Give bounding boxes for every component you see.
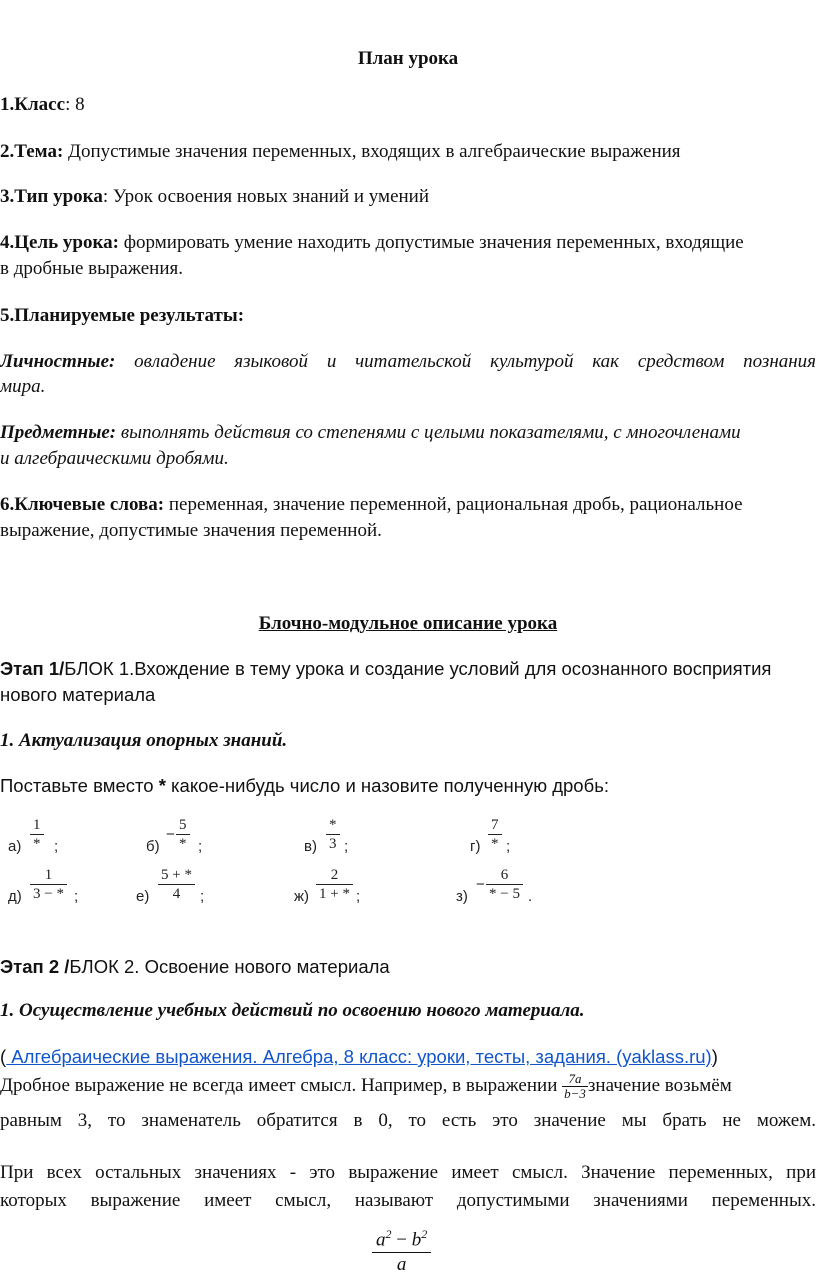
stage1-text: БЛОК 1.Вхождение в тему урока и создание условий для осознанного восприятия — [64, 658, 772, 679]
item-lesson-type-label: 3.Тип урока — [0, 186, 103, 207]
item-goal — [0, 230, 816, 256]
keywords-line2: выражение, допустимые значения переменной. — [0, 520, 382, 541]
subject-text: выполнять действия со степенями с целыми показателями, с многочленами — [120, 422, 741, 443]
final-fraction: $a^2 - b^2$ a — [372, 1222, 431, 1277]
stage1-line2: нового материала — [0, 684, 156, 705]
personal-text: овладение языковой и читательской культурой как средством познания — [134, 351, 816, 372]
exercise-a: а) 1 * ; — [8, 817, 59, 855]
exercise-z: з) − 6 * − 5 . — [456, 867, 533, 905]
personal-results — [0, 349, 816, 375]
block-title: Блочно-модульное описание урока — [258, 613, 558, 634]
item-results: 5.Планируемые результаты: — [0, 305, 245, 326]
subject-label: Предметные: — [0, 422, 117, 443]
page-title: План урока — [357, 48, 459, 69]
para1-line1 — [0, 1072, 816, 1101]
link-close-paren: ) — [711, 1046, 718, 1067]
keywords — [0, 492, 816, 518]
item-lesson-type-sep: : — [102, 186, 109, 207]
stage2-text: БЛОК 2. Освоение нового материала — [69, 956, 390, 977]
item-topic-value: Допустимые значения переменных, входящих в алгебраические выражения — [63, 141, 681, 162]
para1-line2: равным 3, то знаменатель обратится в 0, то есть это значение мы брать не можем. — [0, 1110, 816, 1131]
actualization-heading: 1. Актуализация опорных знаний. — [0, 730, 288, 751]
stage2-label: Этап 2 / — [0, 956, 70, 977]
item-topic-label: 2.Тема: — [0, 141, 64, 162]
reference-link-line — [0, 1044, 816, 1070]
task-star: * — [158, 775, 166, 796]
para2-line1: При всех остальных значениях - это выражение имеет смысл. Значение переменных, при — [0, 1162, 816, 1183]
implementation-heading: 1. Осуществление учебных действий по освоению нового материала. — [0, 1000, 585, 1021]
para1-before: Дробное выражение не всегда имеет смысл. Например, в выражении — [0, 1074, 563, 1096]
task-instruction — [0, 773, 816, 799]
stage2 — [0, 954, 816, 980]
item-class-sep: : — [65, 94, 71, 115]
reference-link[interactable]: Алгебраические выражения. Алгебра, 8 класс: уроки, тесты, задания. (yaklass.ru) — [6, 1046, 712, 1067]
stage1 — [0, 656, 816, 682]
task-suffix: какое-нибудь число и назовите полученную дробь: — [165, 775, 609, 796]
exercise-b: б) − 5 * ; — [146, 817, 203, 855]
inline-fraction: $\frac{7a}{b-3}$ — [564, 1071, 586, 1101]
subject-results — [0, 420, 816, 446]
item-class-label: 1.Класс — [0, 94, 66, 115]
link-open-paren: ( — [0, 1046, 7, 1067]
exercise-d: д) 1 3 − * ; — [8, 867, 79, 905]
exercise-v: в) * 3 ; — [304, 817, 349, 855]
subject-line2: и алгебраическими дробями. — [0, 448, 229, 469]
item-goal-line2: в дробные выражения. — [0, 258, 183, 279]
personal-line2: мира. — [0, 376, 46, 397]
item-topic — [0, 139, 816, 165]
keywords-text: переменная, значение переменной, рациональная дробь, рациональное — [164, 494, 743, 515]
item-goal-value: формировать умение находить допустимые значения переменных, входящие — [118, 232, 744, 253]
item-lesson-type — [0, 184, 816, 210]
item-goal-label: 4.Цель урока: — [0, 232, 119, 253]
item-class-value: 8 — [70, 94, 85, 115]
item-lesson-type-value: Урок освоения новых знаний и умений — [108, 186, 430, 207]
keywords-label: 6.Ключевые слова: — [0, 494, 165, 515]
exercise-g: г) 7 * ; — [470, 817, 511, 855]
exercise-e: е) 5 + * 4 ; — [136, 867, 205, 905]
item-class — [0, 92, 816, 118]
para2-line2: которых выражение имеет смысл, называют допустимыми значениями переменных. — [0, 1190, 816, 1211]
stage1-label: Этап 1/ — [0, 658, 65, 679]
exercise-zh: ж) 2 1 + * ; — [294, 867, 361, 905]
para1-after: значение возьмём — [587, 1074, 732, 1096]
personal-label: Личностные: — [0, 351, 116, 372]
task-prefix: Поставьте вместо — [0, 775, 159, 796]
